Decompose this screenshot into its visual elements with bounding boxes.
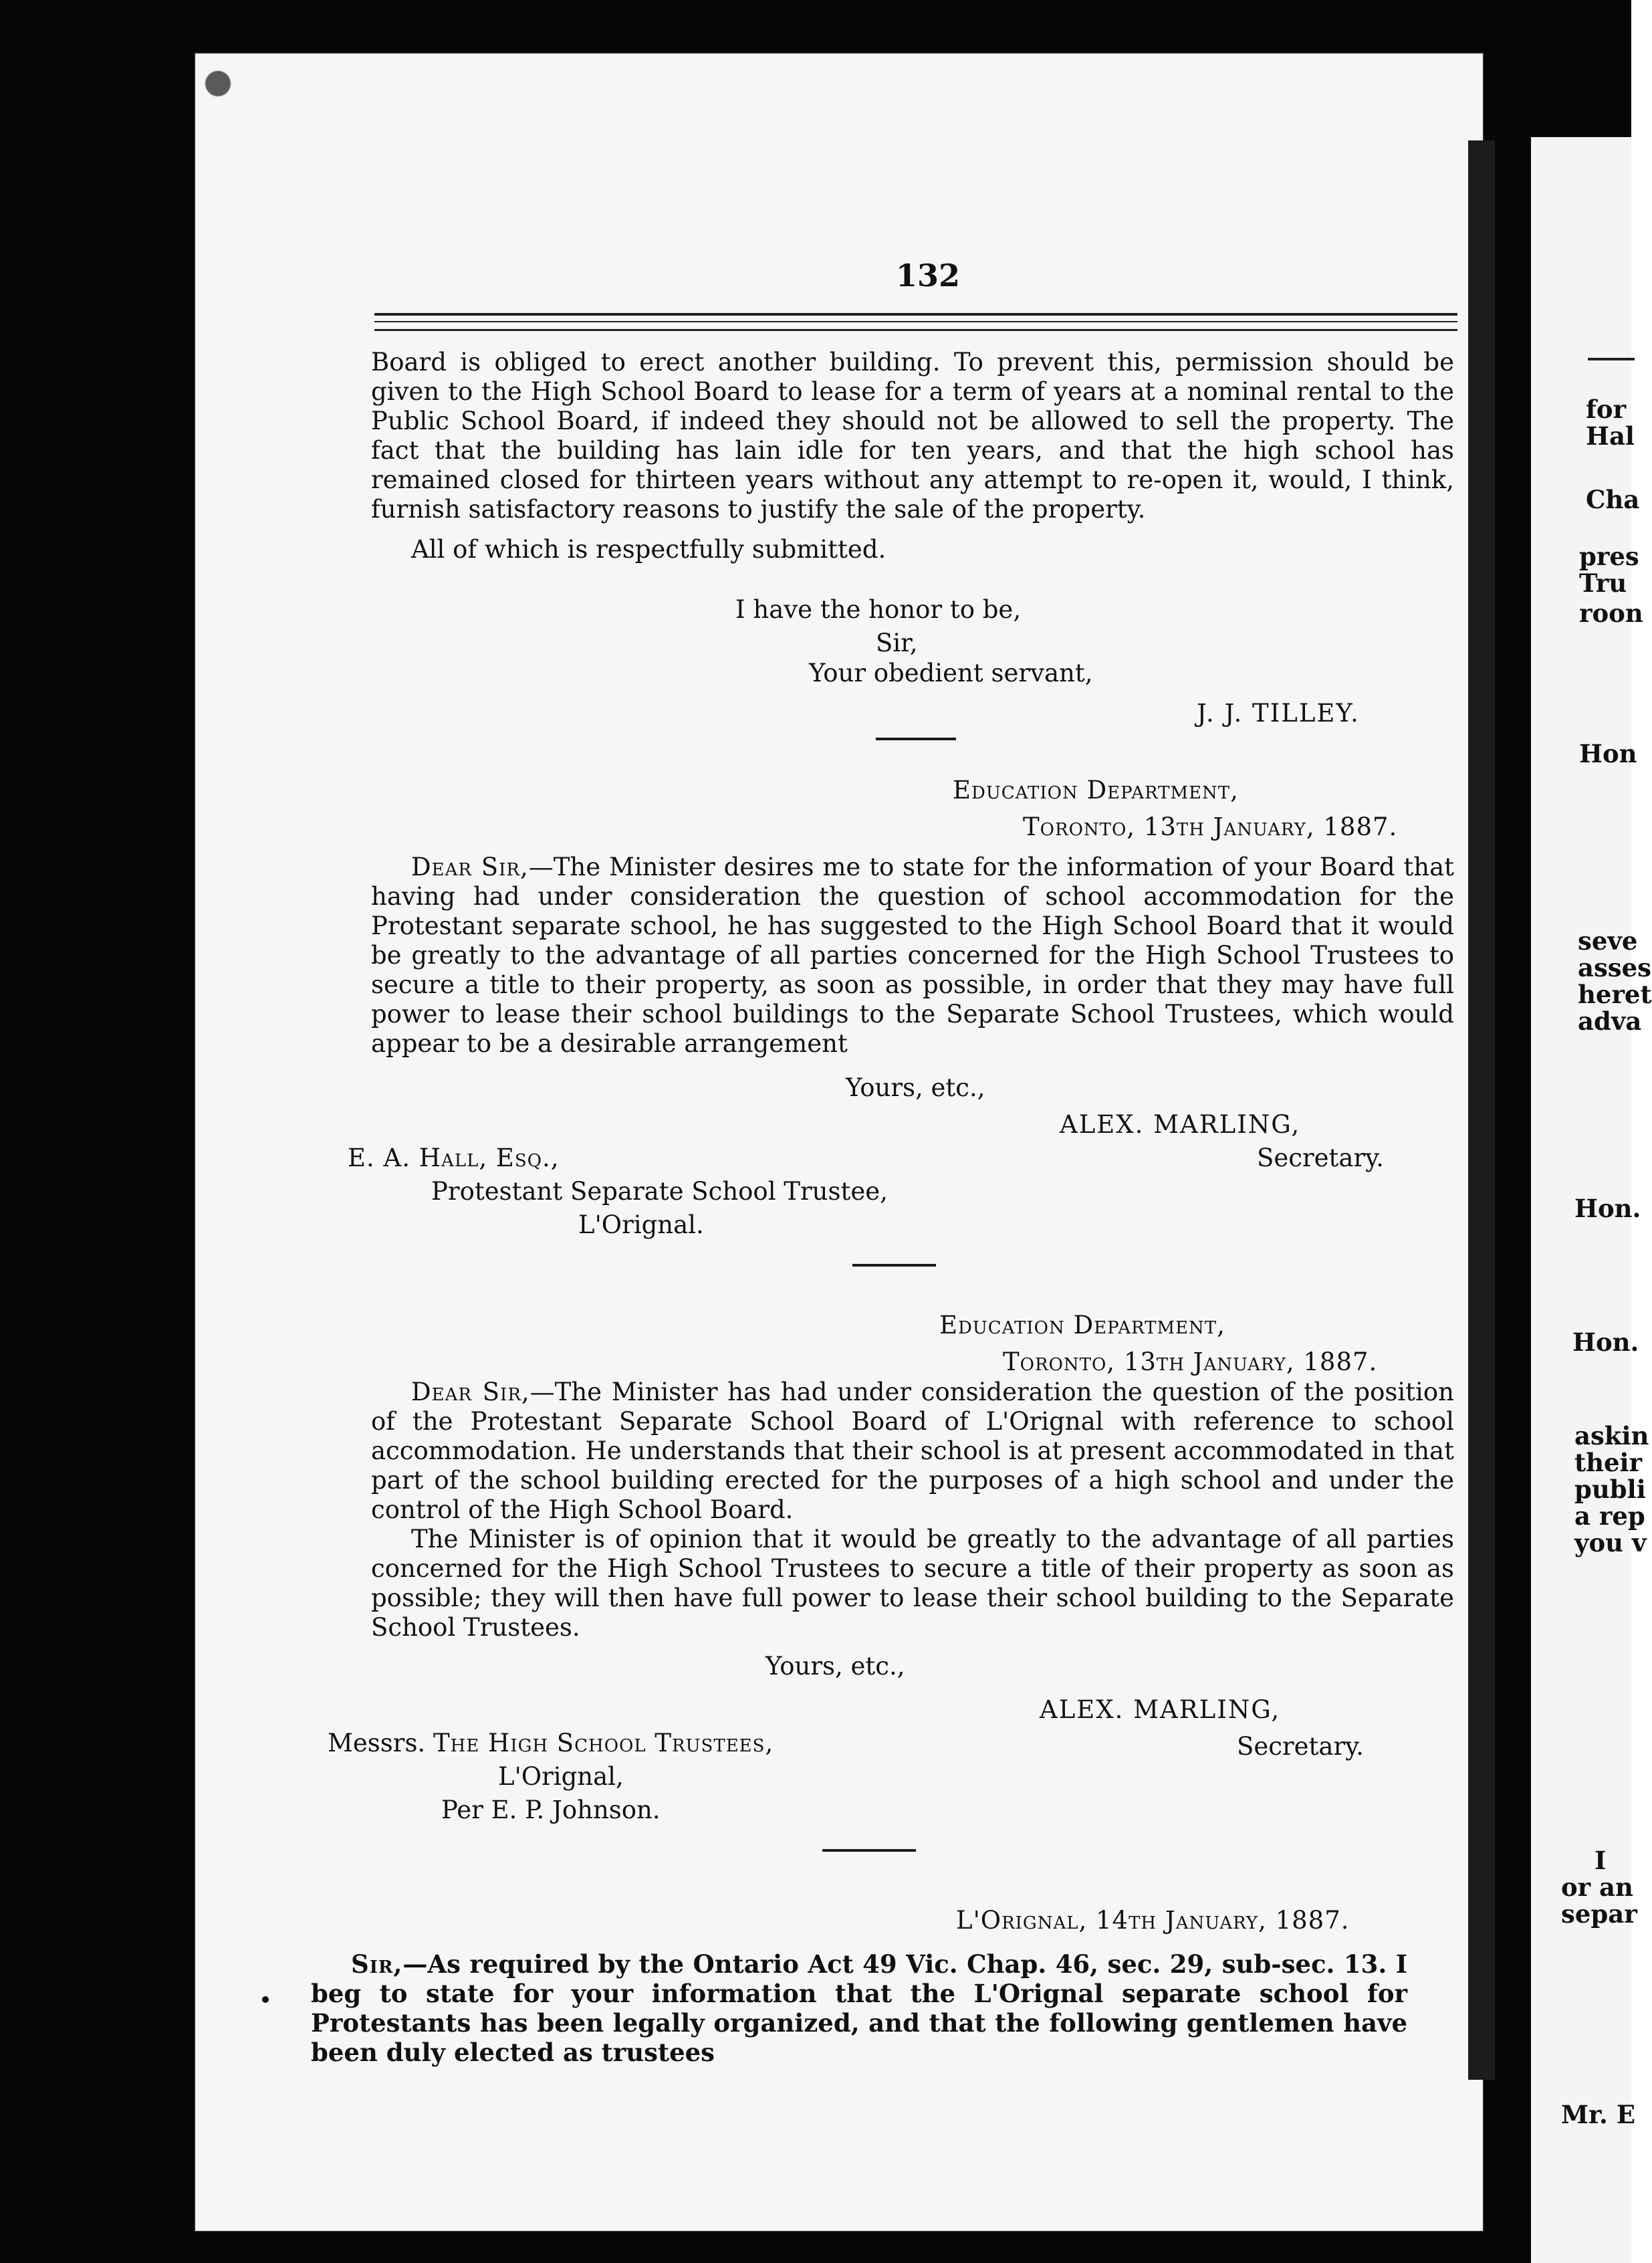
letter-date-text: Toronto, 13th January, 1887. (1003, 1348, 1378, 1376)
facing-page-word: adva (1578, 1006, 1642, 1036)
letter-date (956, 1906, 1350, 1935)
page-number: 132 (896, 257, 961, 294)
letter-date (1023, 813, 1397, 841)
letter-heading: Education Department, (939, 1311, 1225, 1339)
letter-body-text: —As required by the Ontario Act 49 Vic. Chap. 46, sec. 29, sub-sec. 13. I beg to state for your information that the L'Orignal separate school for Protestants has been legally organized, and that the following gentlemen have been duly elected as trustees (311, 1949, 1407, 2067)
addressee-line: L'Orignal, (498, 1762, 624, 1791)
addressee-line: Per E. P. Johnson. (441, 1796, 661, 1824)
addressee-line: Protestant Separate School Trustee, (431, 1177, 888, 1206)
facing-page-word: I (1595, 1846, 1607, 1875)
yours-line: Yours, etc., (765, 1652, 905, 1681)
addressee-name: The High School Trustees, (433, 1729, 774, 1757)
facing-page-word: you v (1574, 1528, 1647, 1557)
closing-line: I have the honor to be, (735, 595, 1022, 624)
signer-name: ALEX. MARLING, (1060, 1110, 1301, 1139)
facing-page-word: pres (1579, 542, 1639, 571)
separator-rule (876, 738, 956, 740)
letter-body-text: —The Minister has had under consideration the question of the position of the Protestant Separate School Board of L'Orignal with reference to school accommodation. He understands that their school is at present accommodated in that part of the school building erected for the purposes of a high school and under the control of the High School Board. (371, 1378, 1454, 1524)
signer-title: Secretary. (1237, 1732, 1364, 1761)
facing-page-word: asses (1578, 953, 1652, 982)
closing-line: Your obedient servant, (809, 659, 1093, 687)
facing-page-rule (1588, 358, 1635, 360)
facing-page-word: heret (1578, 980, 1652, 1009)
facing-page-word: Tru (1579, 568, 1627, 598)
letter-date (1003, 1348, 1377, 1376)
facing-page-word: publi (1574, 1475, 1646, 1504)
salutation: Dear Sir, (411, 1378, 530, 1406)
header-rule (374, 321, 1457, 322)
header-rule (374, 329, 1457, 331)
letter-heading: Education Department, (953, 776, 1239, 804)
facing-page-word: Hon (1579, 739, 1637, 768)
facing-page-word: askin (1574, 1421, 1649, 1450)
facing-page-word: their (1574, 1448, 1643, 1477)
signer-name: ALEX. MARLING, (1040, 1695, 1281, 1724)
facing-page-word: Cha (1586, 485, 1640, 514)
addressee-line: E. A. Hall, Esq., (348, 1144, 560, 1172)
submitted-line: All of which is respectfully submitted. (411, 535, 887, 564)
letter-body (311, 1949, 1407, 2067)
salutation: Dear Sir, (411, 853, 529, 881)
facing-page-word: for (1586, 395, 1627, 424)
closing-line: Sir, (876, 629, 918, 657)
letter-body-text: —The Minister desires me to state for the information of your Board that having had under consideration the question of school accommodation for the Protestant separate school, he has suggested to the High School Board that it would be greatly to the advantage of all parties concerned for the High School Trustees to secure a title to their property, as soon as possible, in order that they may have full power to lease their school buildings to the Separate School Trustees, which would appear to be a desirable arrangement (371, 853, 1454, 1058)
signature: J. J. TILLEY. (1197, 699, 1360, 728)
facing-page-word: roon (1579, 599, 1643, 628)
separator-rule (852, 1264, 936, 1267)
facing-page-word: seve (1578, 926, 1638, 956)
addressee-line: L'Orignal. (578, 1210, 704, 1239)
letter-body (371, 1378, 1454, 1525)
letter-date-text: L'Orignal, 14th January, 1887. (956, 1906, 1350, 1935)
letter-date-text: Toronto, 13th January, 1887. (1023, 813, 1398, 841)
facing-page-word: or an (1561, 1872, 1633, 1902)
signer-title: Secretary. (1257, 1144, 1384, 1172)
separator-rule (822, 1849, 916, 1852)
letter-body (371, 853, 1454, 1059)
continuation-paragraph: Board is obliged to erect another building. To prevent this, permission should be given to the High School Board to lease for a term of years at a nominal rental to the Public School Board, if indeed they should not be allowed to sell the property. The fact that the building has lain idle for ten years, and that the high school has remained closed for thirteen years without any attempt to re-open it, would, I think, furnish satisfactory reasons to justify the sale of the property. (371, 348, 1454, 524)
addressee-prefix: Messrs. (328, 1729, 426, 1757)
facing-page-word: a rep (1574, 1501, 1645, 1531)
yours-line: Yours, etc., (846, 1073, 985, 1102)
facing-page-word: Hal (1586, 421, 1635, 451)
header-rule (374, 313, 1457, 316)
facing-page-word: Mr. E (1561, 2100, 1636, 2129)
salutation: Sir, (351, 1949, 403, 1979)
facing-page-word: Hon. (1572, 1327, 1639, 1357)
facing-page-word: Hon. (1574, 1194, 1641, 1223)
book-gutter (1468, 140, 1495, 2080)
facing-page-word: separ (1561, 1899, 1637, 1929)
letter-body: The Minister is of opinion that it would be greatly to the advantage of all parties concerned for the High School Trustees to secure a title of their property as soon as possible; they will then have full power to lease their school building to the Separate School Trustees. (371, 1525, 1454, 1642)
margin-dot (262, 1996, 269, 2003)
page-corner-mark (198, 64, 238, 104)
addressee-line (328, 1729, 774, 1757)
